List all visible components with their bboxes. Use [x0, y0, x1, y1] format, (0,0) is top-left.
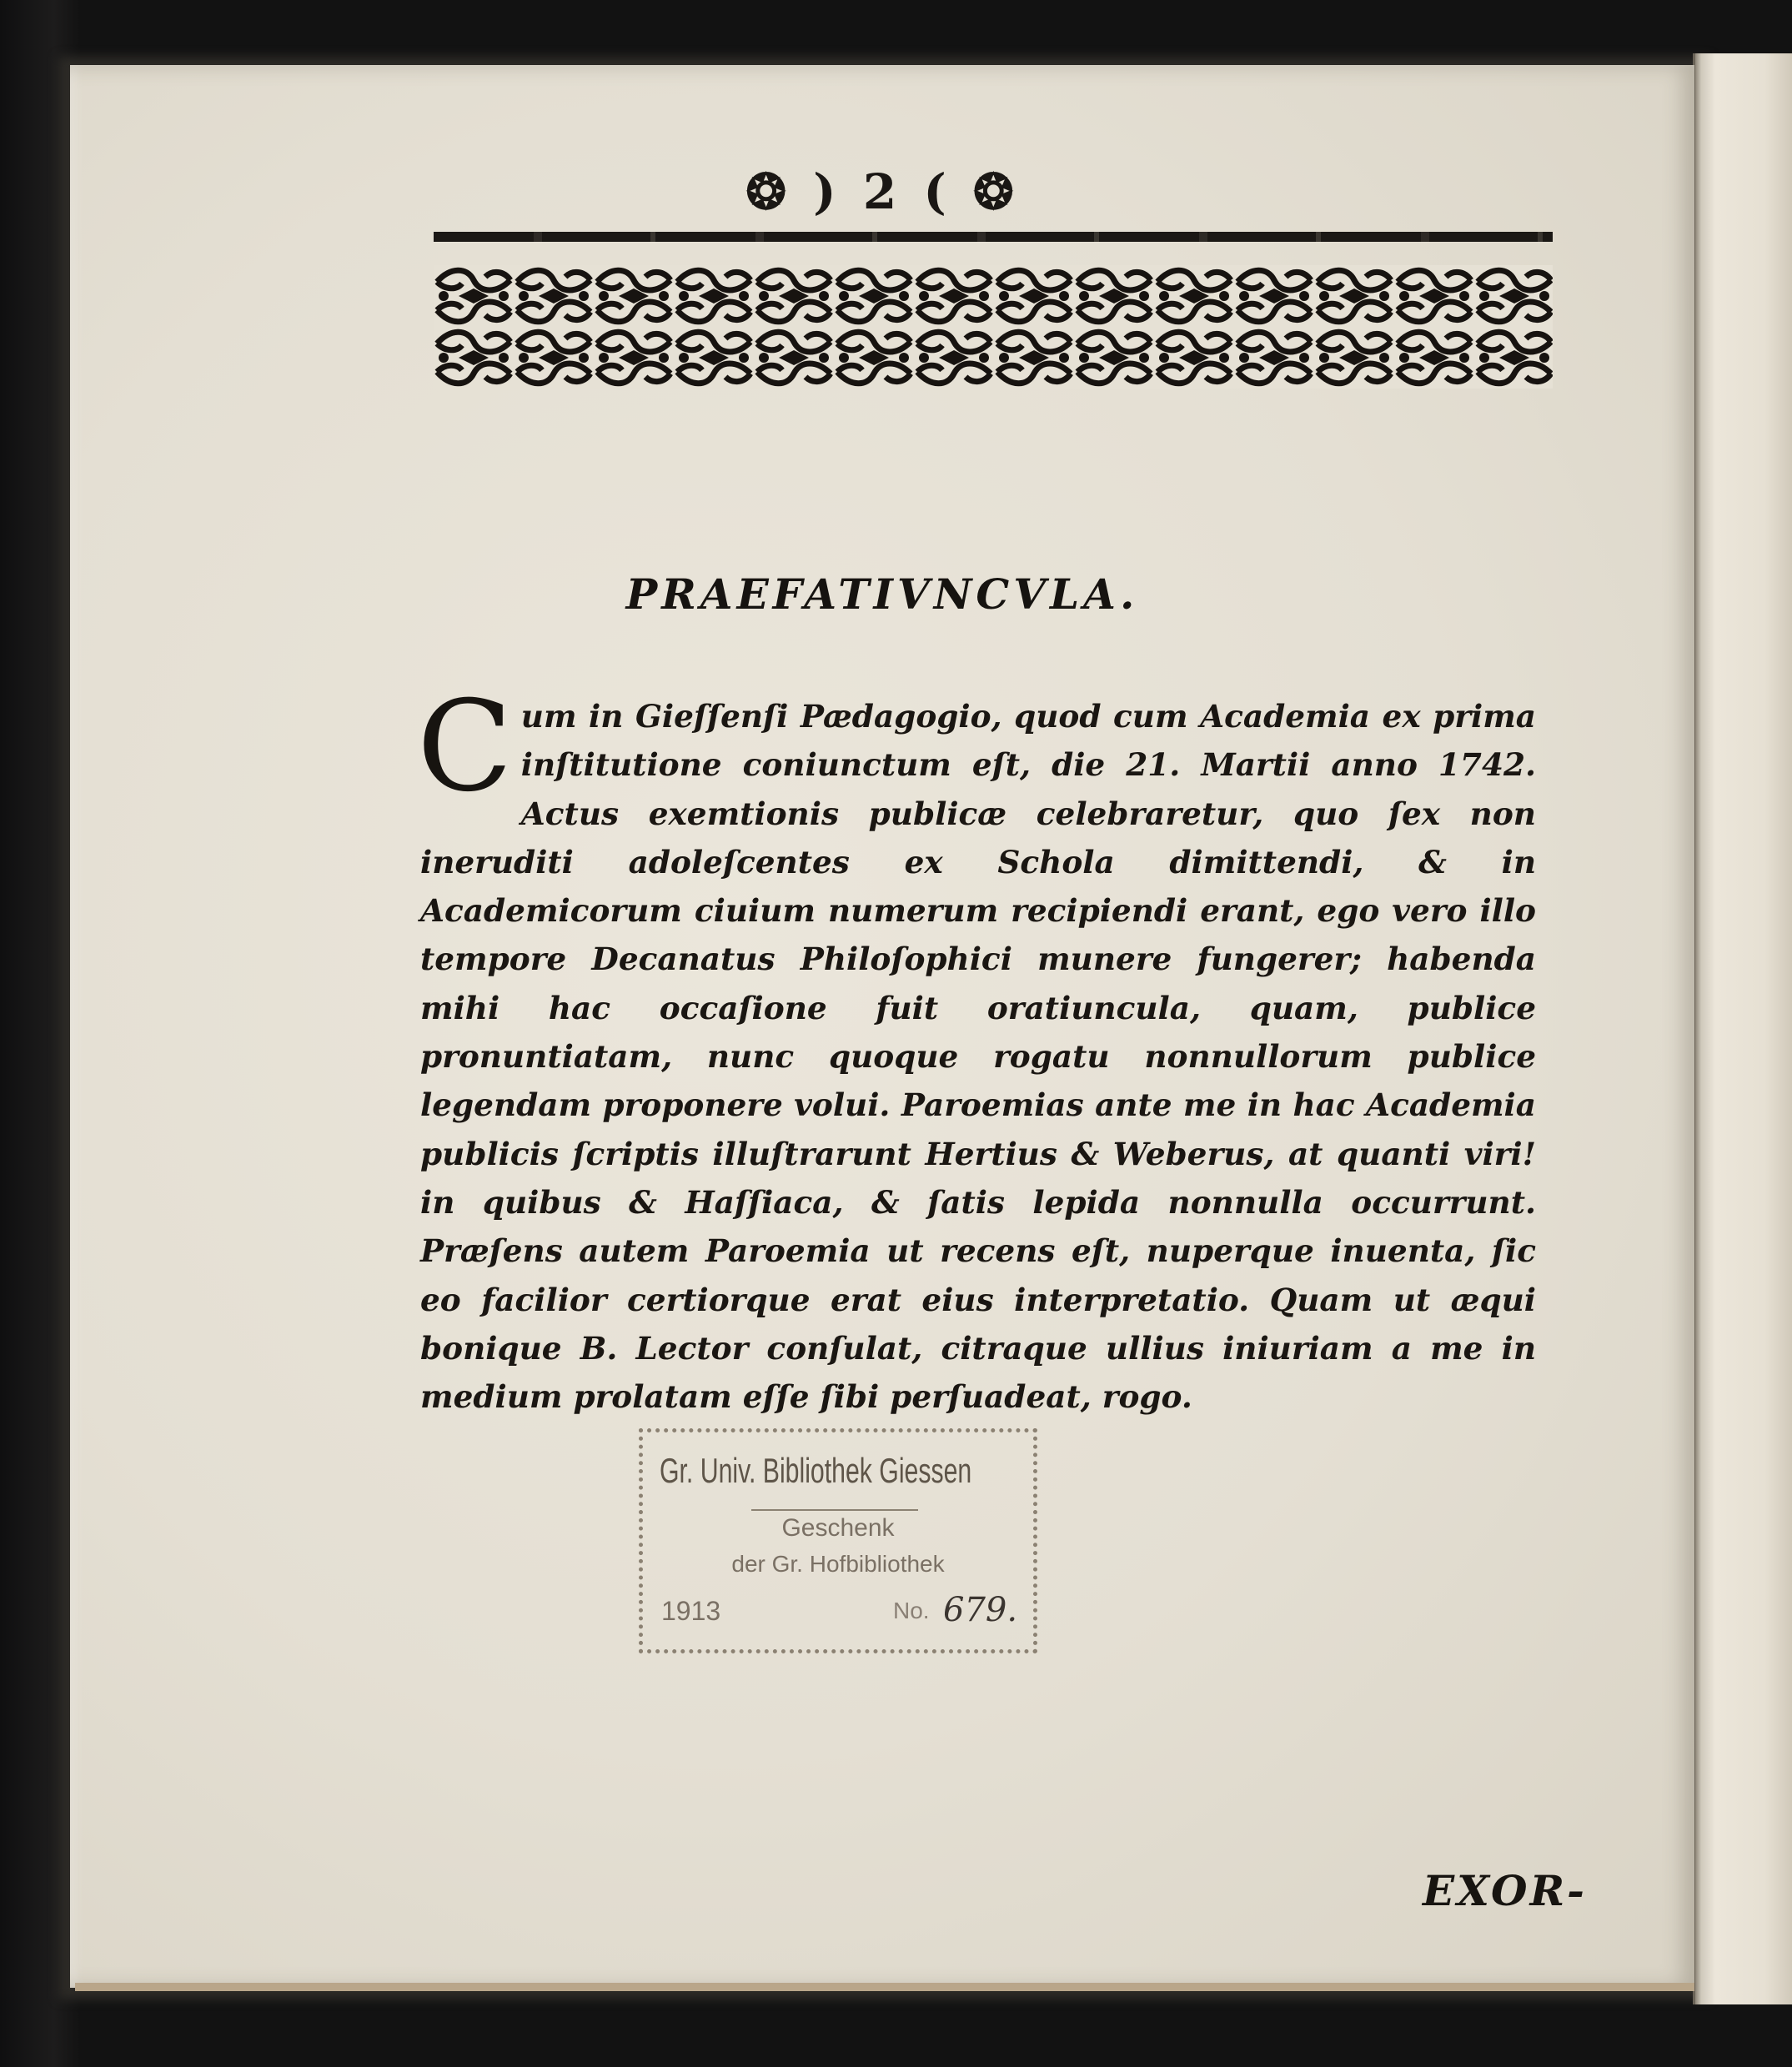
library-stamp [639, 1428, 1037, 1653]
section-title: PRAEFATIVNCVLA. [625, 569, 1139, 619]
preface-text: um in Gieſſenſi Pædagogio, quod cum Academia ex prima inſtitutione coniunctum eſt, die 21. Martii anno 1742. Actus exemtionis publicæ celebraretur, quo ſex non ineruditi adoleſcentes ex Schola dimittendi, & in Academicorum ciuium numerum recipiendi erant, ego vero illo tempore Decanatus Philoſophici munere fungerer; habenda mihi hac occaſione fuit oratiuncula, quam, publice pronuntiatam, nunc quoque rogatu nonnullorum publice legendam proponere volui. Paroemias ante me in hac Academia publicis ſcriptis illuſtrarunt Hertius & Weberus, at quanti viri! in quibus & Haſſiaca, & ſatis lepida nonnulla occurrunt. Præſens autem Paroemia ut recens eſt, nuperque inuenta, ſic eo facilior certiorque erat eius interpretatio. Quam ut æqui bonique B. Lector conſulat, citraque ullius iniuriam a me in medium prolatam eſſe ſibi perſuadeat, rogo. [420, 698, 1536, 1416]
stamp-rule [751, 1509, 918, 1511]
page-bottom-edge [75, 1983, 1694, 1991]
catchword: EXOR- [1423, 1866, 1587, 1915]
stamp-gift-label: Geschenk [781, 1514, 895, 1542]
drop-cap: C [417, 675, 513, 820]
book-page [70, 65, 1694, 1988]
next-leaf-edge [1693, 53, 1792, 2004]
ornament-band [434, 265, 1553, 389]
preface-body [417, 675, 1536, 1421]
header-rule [434, 232, 1553, 242]
stamp-accession-number: 679. [943, 1591, 1018, 1629]
running-head: ❂ ) 2 ( ❂ [745, 163, 1019, 220]
stamp-library-name: Gr. Univ. Bibliothek Giessen [660, 1451, 972, 1490]
stamp-year: 1913 [661, 1596, 721, 1626]
stamp-donor: der Gr. Hofbibliothek [731, 1551, 945, 1577]
stamp-number-label: No. [893, 1598, 930, 1623]
